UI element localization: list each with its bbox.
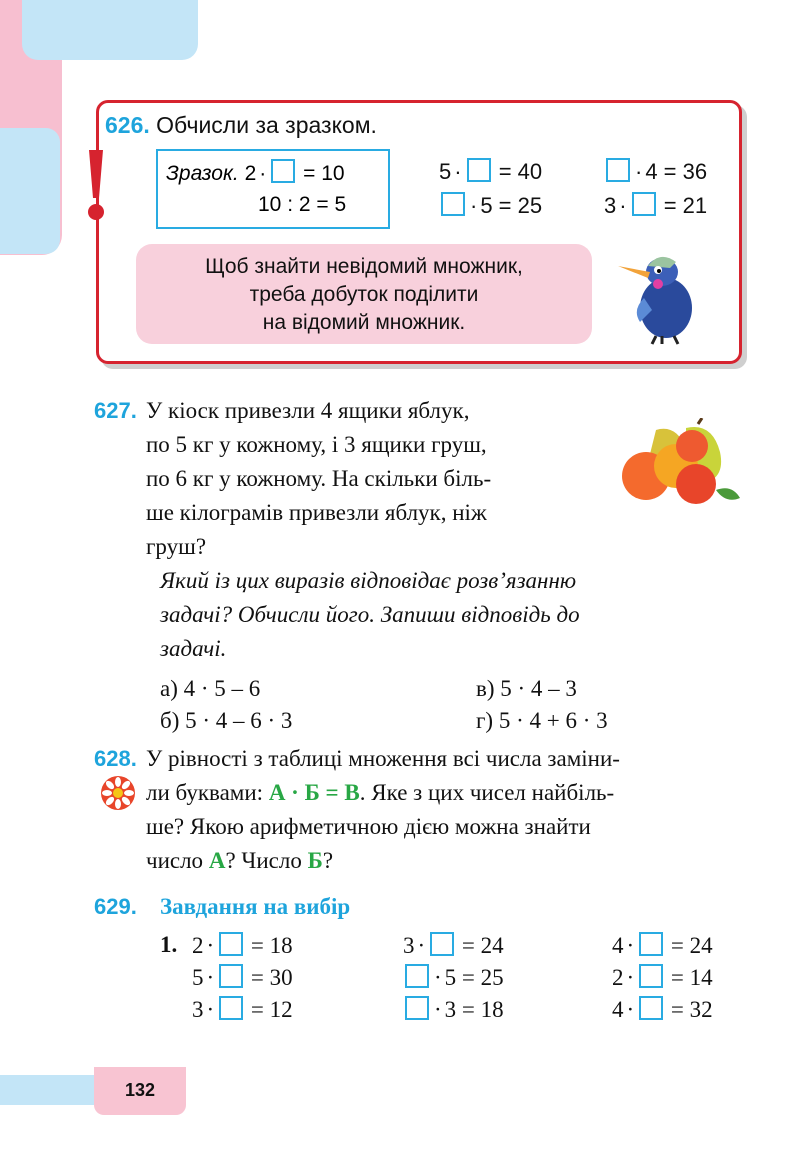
choice-equation: 5 · = 30	[192, 965, 293, 990]
letter-b: Б	[307, 848, 323, 873]
question-line: задачі? Обчисли його. Запиши відповідь до	[160, 602, 580, 627]
eq-result: = 21	[663, 193, 708, 218]
eq-factor: 5	[192, 965, 204, 990]
eq-result: = 32	[670, 997, 713, 1022]
question-line: Який із цих виразів відповідає розв’язанню	[160, 568, 577, 593]
task-628	[94, 742, 754, 878]
rule-line: треба добуток поділити	[249, 283, 479, 306]
exclamation-icon	[85, 148, 107, 224]
item-number: 1.	[160, 932, 178, 957]
choice-equation: 4 · = 24	[612, 933, 713, 958]
task-title: Завдання на вибір	[160, 894, 351, 919]
text-part: . Яке з цих чисел найбіль-	[359, 780, 615, 805]
blank-box	[219, 996, 243, 1020]
bottom-strip-blue	[0, 1075, 100, 1105]
problem-line: по 5 кг у кожному, і 3 ящики груш,	[146, 432, 487, 457]
sample-box: Зразок. 2 · = 10 10 : 2 = 5	[156, 149, 390, 229]
equation-2: · 4 = 36	[604, 158, 707, 185]
rule-callout	[136, 244, 592, 344]
blank-box	[467, 158, 491, 182]
equation-3: · 5 = 25	[439, 192, 542, 219]
problem-line: по 6 кг у кожному. На скільки біль-	[146, 466, 492, 491]
choice-equation: 2 · = 18	[192, 933, 293, 958]
eq-factor: 3	[604, 193, 617, 218]
text-part: число	[146, 848, 209, 873]
task-629	[94, 890, 754, 924]
problem-line: У рівності з таблиці множення всі числа заміни-	[146, 746, 620, 771]
option-g: г) 5 · 4 + 6 · 3	[476, 708, 608, 733]
blank-box	[639, 996, 663, 1020]
eq-result: = 14	[670, 965, 713, 990]
corner-tab-blue-top	[22, 0, 198, 60]
corner-tab-blue-side	[0, 128, 60, 254]
blank-box	[219, 964, 243, 988]
sample-division: 10 : 2 = 5	[258, 193, 347, 216]
choice-equation: 4 · = 32	[612, 997, 713, 1022]
eq-factor: 5	[439, 159, 452, 184]
eq-rest: 5 = 25	[444, 965, 504, 990]
blank-box	[405, 996, 429, 1020]
eq-result: = 30	[250, 965, 293, 990]
blank-box	[441, 192, 465, 216]
task-number: 626.	[105, 112, 150, 138]
problem-line: У кіоск привезли 4 ящики яблук,	[146, 398, 470, 423]
choice-equation: · 3 = 18	[403, 996, 504, 1023]
rule-line: на відомий множник.	[262, 311, 466, 334]
equation-1: 5 · = 40	[439, 159, 543, 184]
bird-mascot-icon	[618, 250, 706, 346]
eq-factor: 2	[192, 933, 204, 958]
problem-line: ше? Якою арифметичною дією можна знайти	[146, 814, 591, 839]
formula: А · Б = В	[268, 780, 360, 805]
eq-result: = 24	[461, 933, 504, 958]
eq-rest: 5 = 25	[480, 193, 543, 218]
eq-result: = 40	[498, 159, 543, 184]
question-line: задачі.	[160, 636, 227, 661]
eq-rest: 4 = 36	[645, 159, 708, 184]
sample-factor: 2	[244, 162, 257, 185]
eq-rest: 3 = 18	[444, 997, 504, 1022]
task-instruction: Обчисли за зразком.	[156, 112, 377, 138]
task-626-heading	[105, 112, 377, 139]
sample-result: = 10	[303, 162, 345, 185]
eq-result: = 24	[670, 933, 713, 958]
problem-line: ше кілограмів привезли яблук, ніж	[146, 500, 487, 525]
eq-factor: 3	[403, 933, 415, 958]
blank-box	[271, 159, 295, 183]
blank-box	[632, 192, 656, 216]
eq-factor: 4	[612, 997, 624, 1022]
option-a: а) 4 · 5 – 6	[160, 676, 261, 701]
option-v: в) 5 · 4 – 3	[476, 676, 577, 701]
task-number: 628.	[94, 746, 137, 771]
choice-equation: 3 · = 24	[403, 933, 504, 958]
letter-a: А	[208, 848, 226, 873]
choice-equation: 3 · = 12	[192, 997, 293, 1022]
problem-line: груш?	[146, 534, 207, 559]
blank-box	[219, 932, 243, 956]
blank-box	[430, 932, 454, 956]
page-number-tab	[94, 1067, 186, 1115]
choice-equation: 2 · = 14	[612, 965, 713, 990]
eq-result: = 18	[250, 933, 293, 958]
eq-factor: 2	[612, 965, 624, 990]
blank-box	[639, 932, 663, 956]
eq-factor: 4	[612, 933, 624, 958]
text-part: ?	[322, 848, 334, 873]
sample-label: Зразок.	[166, 162, 239, 185]
blank-box	[606, 158, 630, 182]
text-part: ? Число	[225, 848, 308, 873]
fruit-illustration-icon	[616, 418, 742, 508]
task-number: 629.	[94, 894, 137, 919]
blank-box	[405, 964, 429, 988]
equation-4: 3 · = 21	[604, 193, 708, 218]
blank-box	[639, 964, 663, 988]
task-number: 627.	[94, 398, 137, 423]
text-part: ли буквами:	[146, 780, 269, 805]
problem-line	[146, 776, 754, 810]
page-number: 132	[124, 1080, 156, 1100]
eq-result: = 12	[250, 997, 293, 1022]
option-b: б) 5 · 4 – 6 · 3	[160, 708, 293, 733]
flower-icon	[100, 775, 136, 811]
choice-equation: · 5 = 25	[403, 964, 504, 991]
eq-factor: 3	[192, 997, 204, 1022]
rule-line: Щоб знайти невідомий множник,	[205, 255, 523, 278]
problem-line	[146, 844, 754, 878]
